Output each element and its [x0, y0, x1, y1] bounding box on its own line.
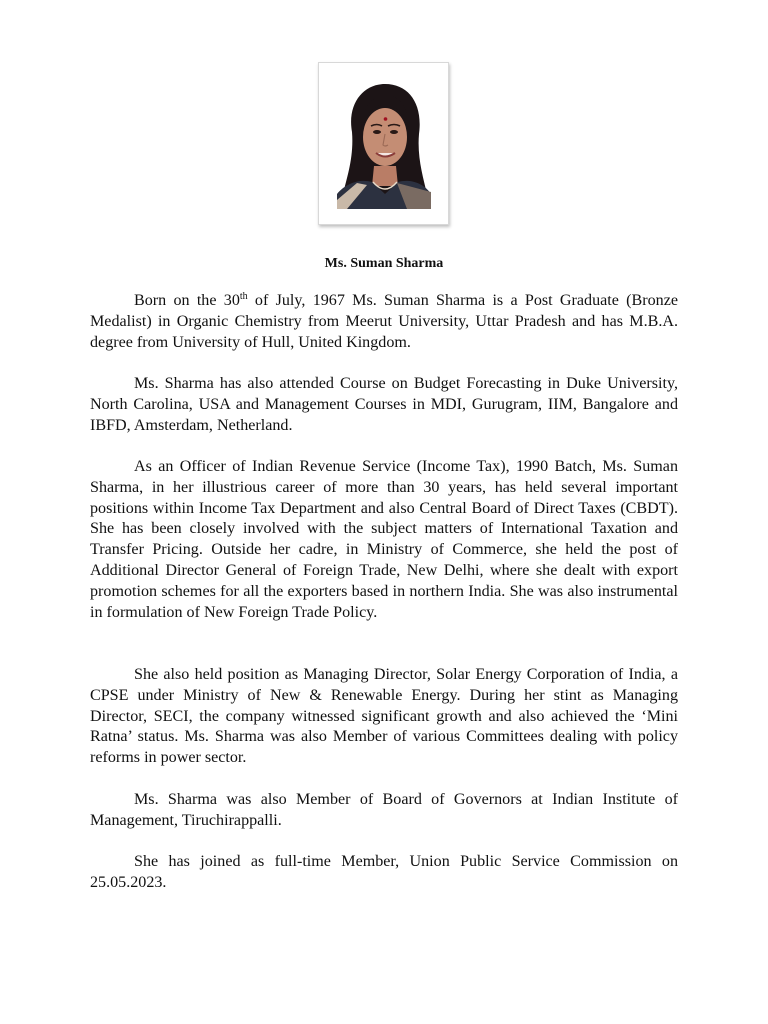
- bio-paragraph-courses: Ms. Sharma has also attended Course on Budget Forecasting in Duke University, North Carolina, USA and Management Courses in MDI, Gurugram, IIM, Bangalore and IBFD, Amsterdam, Netherland.: [90, 375, 678, 434]
- bio-birth-rest: of July, 1967 Ms. Suman Sharma is a Post Graduate (Bronze Medalist) in Organic Chemistry from Meerut University, Uttar Pradesh and has M.B.A. degree from University of Hull, United Kingdom.: [90, 292, 678, 351]
- bio-paragraph-irs-career: As an Officer of Indian Revenue Service (Income Tax), 1990 Batch, Ms. Suman Sharma, in her illustrious career of more than 30 years, has held several important positions within Income Tax Department and also Central Board of Direct Taxes (CBDT). She has been closely involved with the subject matters of International Taxation and Transfer Pricing. Outside her cadre, in Ministry of Commerce, she held the post of Additional Director General of Foreign Trade, New Delhi, where she dealt with export promotion schemes for all the exporters based in northern India. She was also instrumental in formulation of New Foreign Trade Policy.: [90, 458, 678, 621]
- bio-paragraph-iim-board: Ms. Sharma was also Member of Board of Governors at Indian Institute of Management, Tiruchirappalli.: [90, 791, 678, 829]
- profile-name-heading: Ms. Suman Sharma: [324, 256, 444, 271]
- bio-paragraph-seci: She also held position as Managing Director, Solar Energy Corporation of India, a CPSE under Ministry of New & Renewable Energy. During her stint as Managing Director, SECI, the company witnessed significant growth and also achieved the ‘Mini Ratna’ status. Ms. Sharma was also Member of various Committees dealing with policy reforms in power sector.: [90, 666, 678, 767]
- ordinal-suffix: th: [239, 291, 248, 302]
- profile-photo: [318, 62, 449, 225]
- bio-birth-lead: Born on the 30: [134, 292, 240, 309]
- bio-paragraph-birth-education: [90, 291, 678, 353]
- bio-paragraph-upsc: She has joined as full-time Member, Union Public Service Commission on 25.05.2023.: [90, 853, 678, 891]
- portrait-image: [337, 82, 431, 209]
